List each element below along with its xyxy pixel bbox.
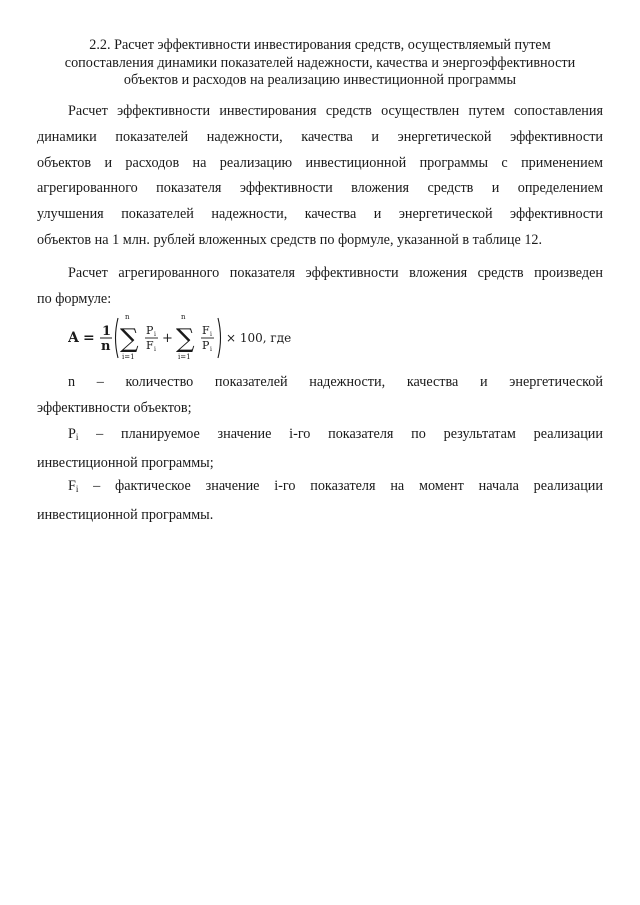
paragraph-method (37, 99, 603, 254)
paragraph-line: динамики показателей надежности, качества и энергетической эффективности (37, 128, 603, 145)
left-paren (116, 318, 119, 358)
paragraph-line: Расчет эффективности инвестирования средств осуществлен путем сопоставления (68, 103, 603, 119)
sum1-den: F (146, 339, 154, 352)
paragraph-line (37, 474, 603, 503)
heading-line-3: объектов и расходов на реализацию инвестиционной программы (123, 72, 517, 88)
paragraph-line: эффективности объектов; (37, 399, 192, 416)
sum2-sigma: ∑ (176, 324, 195, 354)
paragraph-line: Расчет агрегированного показателя эффективности вложения средств произведен (68, 265, 603, 281)
sum2-lower: i=1 (178, 353, 191, 361)
formula-lhs: A (68, 330, 79, 346)
p-subscript: i (75, 432, 79, 442)
sum1-upper: n (125, 313, 130, 321)
formula-n: n (101, 339, 111, 354)
sum2-num: F (202, 324, 210, 337)
paragraph-formula-intro (37, 261, 603, 313)
f-text: – фактическое значение i-го показателя на момент начала реализации (78, 478, 603, 494)
efficiency-formula (68, 312, 308, 362)
sum2-den-sub: i (210, 346, 212, 353)
sum1-lower: i=1 (122, 353, 135, 361)
paragraph-line: n – количество показателей надежности, качества и энергетической (68, 374, 603, 390)
paragraph-line: улучшения показателей надежности, качества и энергетической эффективности (37, 206, 603, 223)
paragraph-line: объектов и расходов на реализацию инвестиционной программы с применением (37, 154, 603, 171)
p-text: – планируемое значение i-го показателя по результатам реализации (78, 426, 603, 442)
formula-one: 1 (102, 324, 112, 339)
section-heading (40, 37, 600, 90)
formula-plus: + (162, 331, 173, 346)
sum2-num-sub: i (210, 331, 212, 338)
heading-line-1: 2.2. Расчет эффективности инвестирования средств, осуществляемый путем (89, 37, 551, 53)
right-paren (218, 318, 221, 358)
sum1-den-sub: i (154, 346, 156, 353)
sum2-den: P (202, 339, 210, 352)
paragraph-line: инвестиционной программы; (37, 454, 214, 471)
paragraph-line: инвестиционной программы. (37, 506, 214, 523)
paragraph-line: по формуле: (37, 290, 112, 307)
definition-p (37, 422, 603, 477)
sum1-num-sub: i (154, 331, 156, 338)
paragraph-line: объектов на 1 млн. рублей вложенных средств по формуле, указанной в таблице 12. (37, 231, 543, 248)
definition-n (37, 370, 603, 422)
sum1-sigma: ∑ (120, 324, 139, 354)
f-subscript: i (75, 484, 79, 494)
formula-tail: × 100, где (226, 331, 292, 345)
sum1-num: P (146, 324, 154, 337)
heading-line-2: сопоставления динамики показателей надежности, качества и энергоэффективности (64, 54, 576, 71)
sum2-upper: n (181, 313, 186, 321)
formula-equals: = (83, 330, 95, 346)
f-symbol: F (68, 478, 76, 494)
definition-f (37, 474, 603, 529)
paragraph-line: агрегированного показателя эффективности вложения средств и определением (37, 180, 603, 197)
p-symbol: P (68, 426, 76, 442)
paragraph-line (37, 422, 603, 451)
